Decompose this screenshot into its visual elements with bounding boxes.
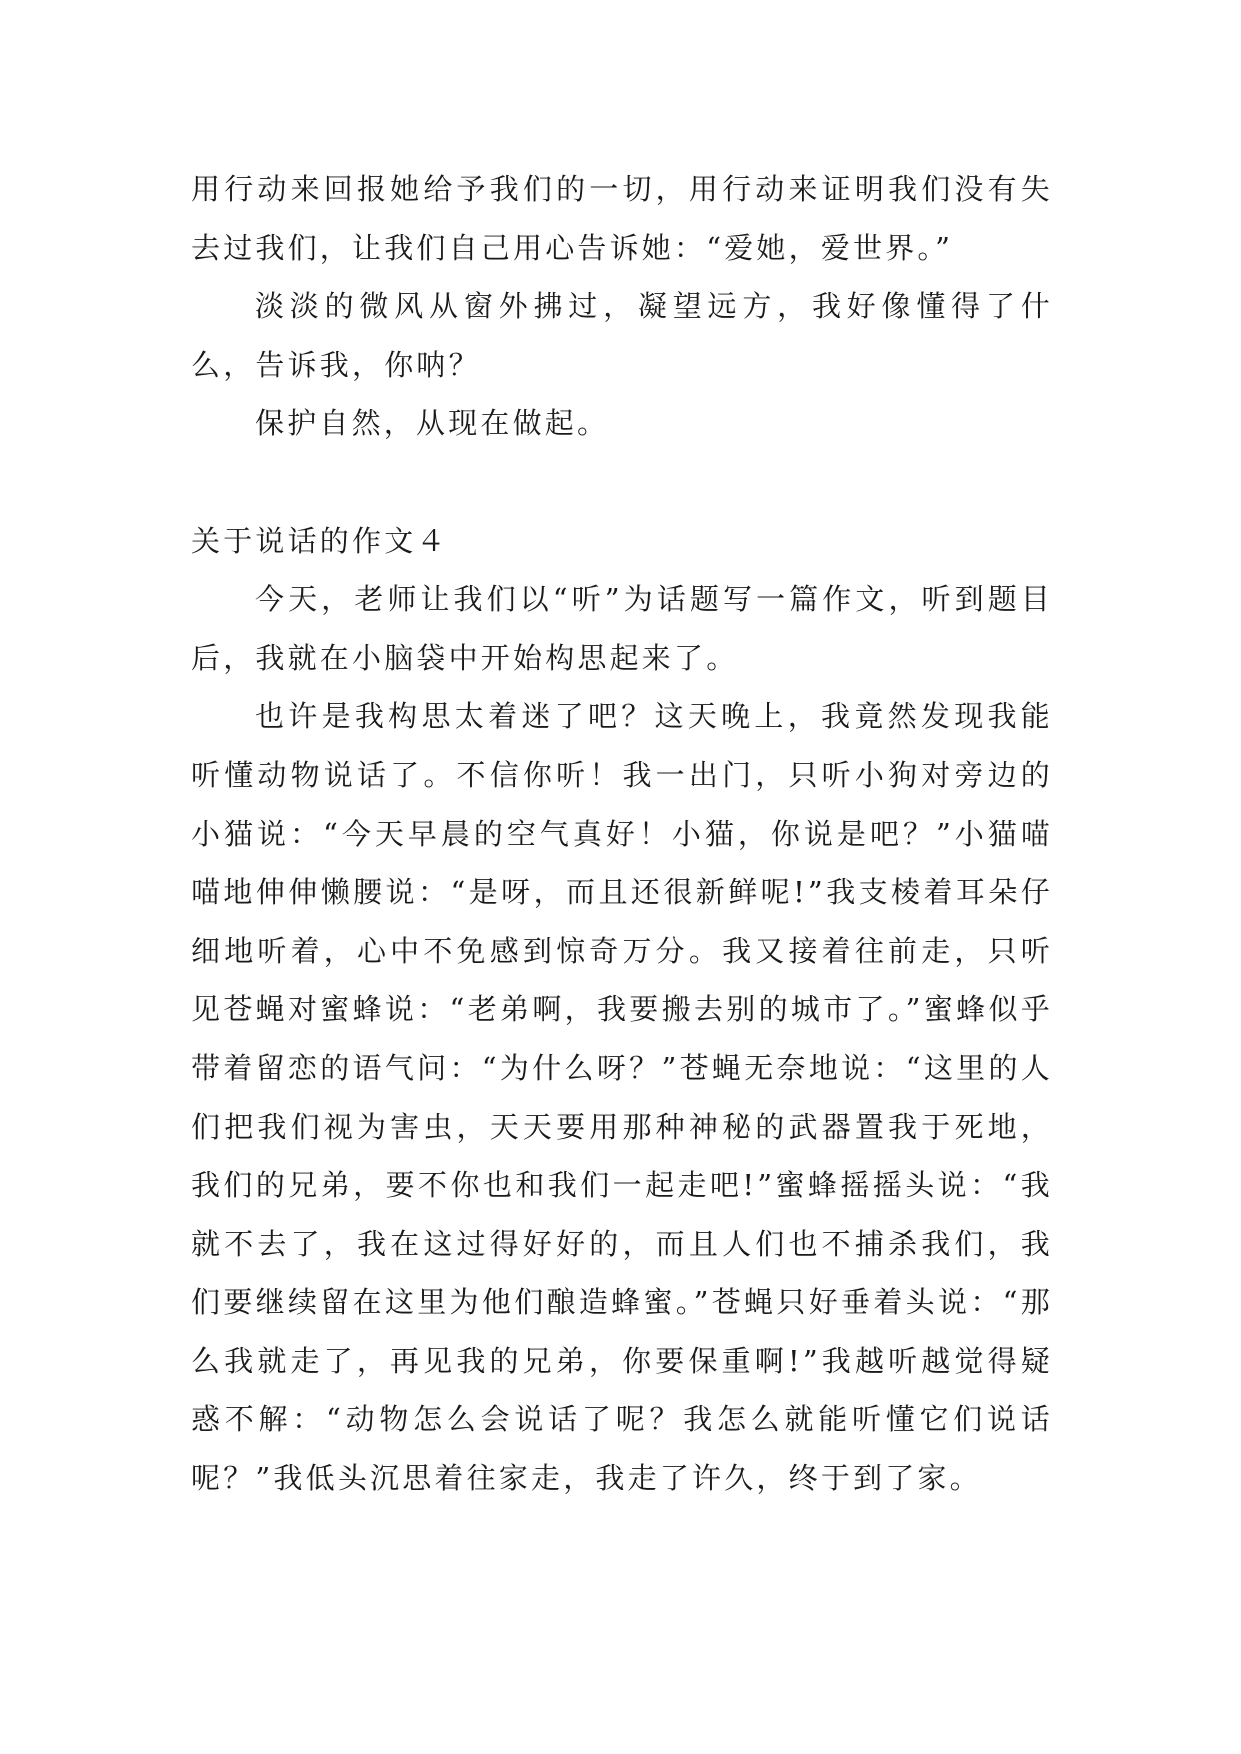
paragraph-continuation: 用行动来回报她给予我们的一切，用行动来证明我们没有失去过我们，让我们自己用心告诉她：“爱她，爱世界。” (191, 172, 1053, 265)
document-body (191, 160, 1053, 1508)
paragraph-protect-nature: 保护自然，从现在做起。 (255, 406, 610, 441)
paragraph-assignment: 今天，老师让我们以“听”为话题写一篇作文，听到题目后，我就在小脑袋中开始构思起来了。 (191, 582, 1053, 675)
section-title: 关于说话的作文４ (191, 523, 449, 558)
paragraph-breeze: 淡淡的微风从窗外拂过，凝望远方，我好像懂得了什么，告诉我，你呐？ (191, 289, 1053, 382)
paragraph-animal-talk: 也许是我构思太着迷了吧？这天晚上，我竟然发现我能听懂动物说话了。不信你听！我一出门，只听小狗对旁边的小猫说：“今天早晨的空气真好！小猫，你说是吧？”小猫喵喵地伸伸懒腰说：“是呀，而且还很新鲜呢!”我支棱着耳朵仔细地听着，心中不免感到惊奇万分。我又接着往前走，只听见苍蝇对蜜蜂说：“老弟啊，我要搬去别的城市了。”蜜蜂似乎带着留恋的语气问：“为什么呀？”苍蝇无奈地说：“这里的人们把我们视为害虫，天天要用那种神秘的武器置我于死地，我们的兄弟，要不你也和我们一起走吧!”蜜蜂摇摇头说：“我就不去了，我在这过得好好的，而且人们也不捕杀我们，我们要继续留在这里为他们酿造蜂蜜。”苍蝇只好垂着头说：“那么我就走了，再见我的兄弟，你要保重啊!”我越听越觉得疑惑不解：“动物怎么会说话了呢？我怎么就能听懂它们说话呢？”我低头沉思着往家走，我走了许久，终于到了家。 (191, 699, 1053, 1496)
section-spacer (191, 453, 1053, 512)
